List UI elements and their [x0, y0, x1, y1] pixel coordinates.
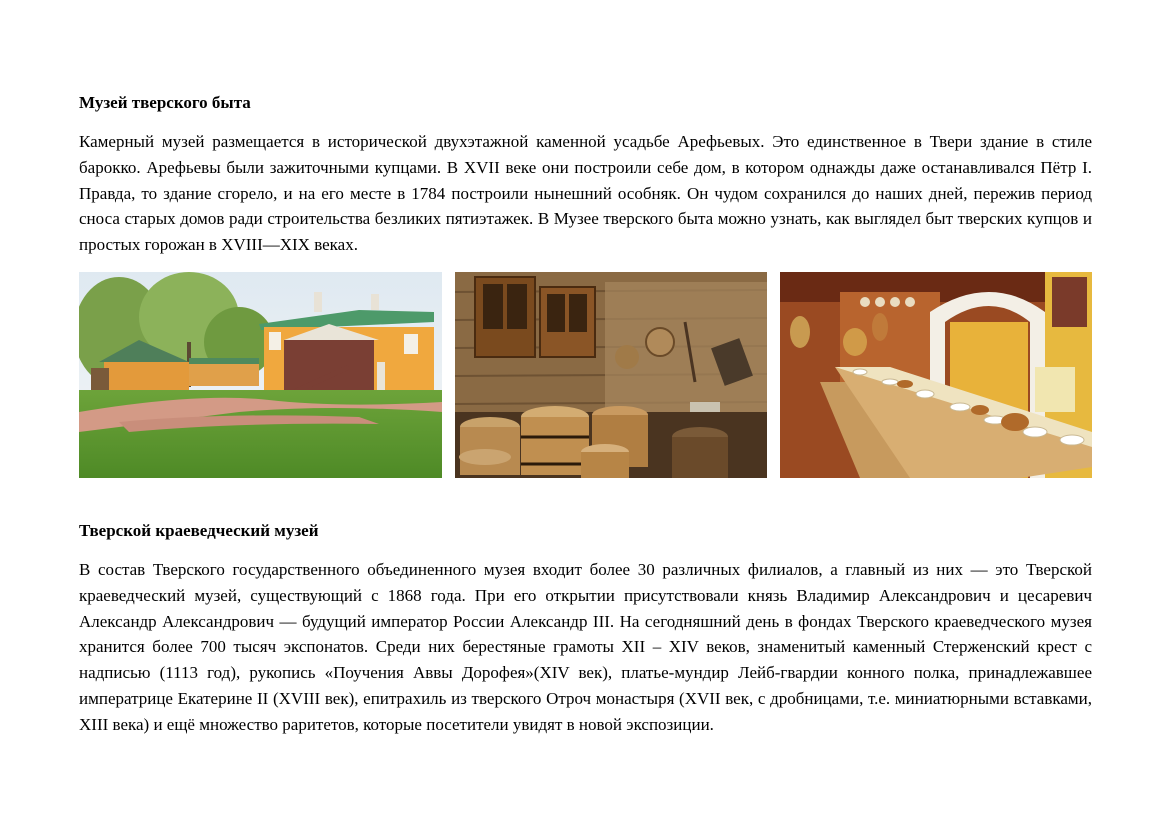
section-text-local-history-museum: В состав Тверского государственного объединенного музея входит более 30 различных филиалов, а главный из них — это Тверской краеведческий музей, существующий с 1868 года. При его открытии присутствовали князь Владимир Александрович и цесаревич Александр Александрович — будущий император России Александр III. На сегодняшний день в фондах Тверского краеведческого музея хранится более 700 тысяч экспонатов. Среди них берестяные грамоты XII – XIV веков, знаменитый каменный Стерженский крест с надписью (1113 год), рукопись «Поучения Аввы Дорофея»(XIV век), платье-мундир Лейб-гвардии конного полка, принадлежавшее императрице Екатерине II (XVIII век), епитрахиль из тверского Отроч монастыря (XVII век, с дробницами, т.е. миниатюрными вставками, XIII века) и ещё множество раритетов, которые посетители увидят в новой экспозиции. [79, 560, 1092, 734]
estate-exterior-photo [79, 272, 442, 478]
section-title-tver-life-museum: Музей тверского быта [79, 93, 251, 112]
wooden-interior-barrels-photo [455, 272, 767, 478]
section-title-local-history-museum: Тверской краеведческий музей [79, 521, 319, 540]
section-text-tver-life-museum: Камерный музей размещается в исторической двухэтажной каменной усадьбе Арефьевых. Это единственное в Твери здание в стиле барокко. Арефьевы были зажиточными купцами. В XVII веке они построили себе дом, в котором однажды даже останавливался Пётр I. Правда, то здание сгорело, и на его месте в 1784 построили нынешний особняк. Он чудом сохранился до наших дней, пережив период сноса старых домов ради строительства безликих пятиэтажек. В Музее тверского быта можно узнать, как выглядел быт тверских купцов и простых горожан в XVIII—XIX веках. [79, 132, 1092, 255]
photo-strip [79, 272, 1092, 478]
tea-table-interior-photo [780, 272, 1092, 478]
